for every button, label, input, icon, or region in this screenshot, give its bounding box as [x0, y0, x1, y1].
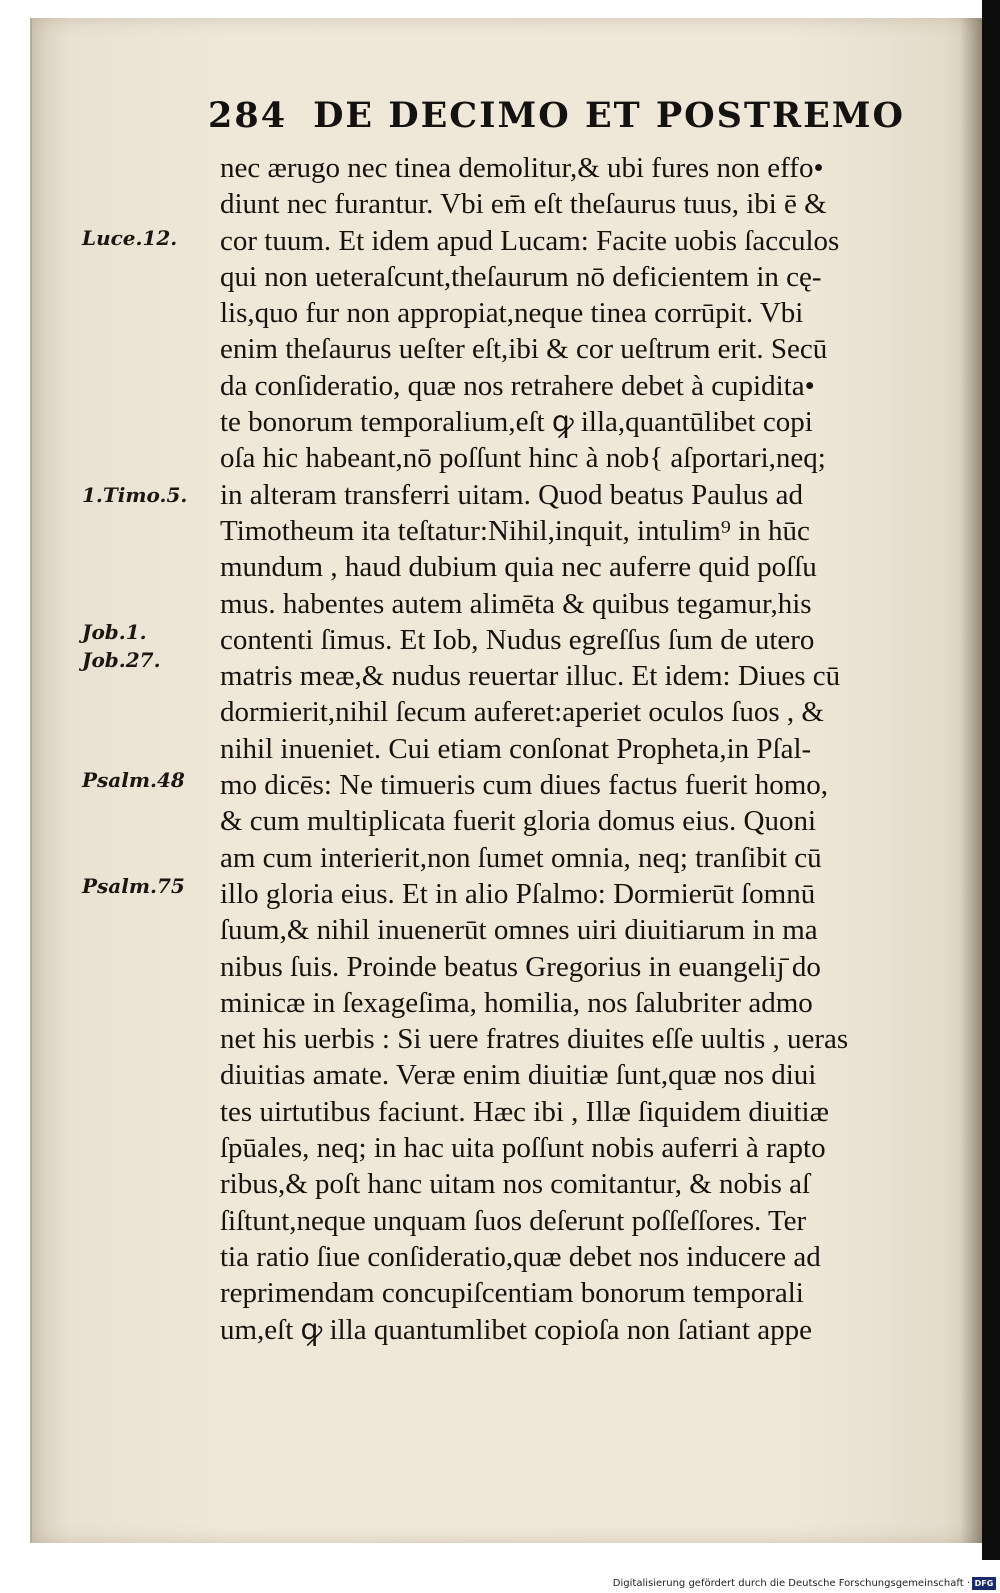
text-line: net his uerbis : Si uere fratres diuites eſſe uultis , ueras [220, 1023, 849, 1056]
text-line: tia ratio ſiue conſideratio,quæ debet nos inducere ad [220, 1240, 821, 1273]
page-gutter-shadow [960, 18, 982, 1543]
text-line: lis,quo fur non appropiat,neque tinea corrūpit. Vbi [220, 297, 804, 330]
text-line: diunt nec furantur. Vbi em̄ eſt theſaurus tuus, ibi ē & [220, 188, 827, 221]
text-line: ſiſtunt,neque unquam ſuos deſerunt poſſeſſores. Ter [220, 1204, 807, 1237]
text-line: te bonorum temporalium,eſt ꝙ illa,quantūlibet copi [220, 406, 813, 439]
text-line: ſpūales, neq; in hac uita poſſunt nobis auferri à rapto [220, 1132, 826, 1165]
marginal-note: Job.27. [82, 648, 161, 672]
text-line: mus. habentes autem alimēta & quibus tegamur,his [220, 587, 812, 620]
marginal-note: Psalm.75 [82, 874, 185, 898]
running-header [208, 95, 908, 136]
text-line: in alteram transferri uitam. Quod beatus Paulus ad [220, 478, 804, 511]
text-line: nibus ſuis. Proinde beatus Gregorius in euangeliȷ̄ do [220, 950, 821, 983]
digitization-credit: Digitalisierung gefördert durch die Deutsche Forschungsgemeinschaft · [612, 1578, 970, 1589]
body-text [220, 150, 940, 1348]
text-line: qui non ueteraſcunt,theſaurum nō deficientem in cę- [220, 260, 822, 293]
text-line: matris meæ,& nudus reuertar illuc. Et idem: Diues cū [220, 660, 841, 693]
text-line: illo gloria eius. Et in alio Pſalmo: Dormierūt ſomnū [220, 877, 816, 910]
running-title: DE DECIMO ET POSTREMO [313, 95, 905, 136]
text-line: ribus,& poſt hanc uitam nos comitantur, & nobis aſ [220, 1168, 811, 1201]
text-line: am cum interierit,non ſumet omnia, neq; tranſibit cū [220, 841, 822, 874]
text-line: contenti ſimus. Et Iob, Nudus egreſſus ſum de utero [220, 623, 815, 656]
text-line: Timotheum ita teſtatur:Nihil,inquit, intulim⁹ in hūc [220, 514, 810, 547]
text-line: oſa hic habeant,nō poſſunt hinc à nob{ aſportari,neq; [220, 442, 826, 475]
text-line: ſuum,& nihil inuenerūt omnes uiri diuitiarum in ma [220, 914, 818, 947]
text-line: enim theſaurus ueſter eſt,ibi & cor ueſtrum erit. Secū [220, 333, 828, 366]
text-line: mo dicēs: Ne timueris cum diues factus fuerit homo, [220, 769, 829, 802]
scan-black-edge [982, 0, 1000, 1560]
text-line: cor tuum. Et idem apud Lucam: Facite uobis ſacculos [220, 224, 840, 257]
page-number: 284 [208, 95, 288, 136]
marginal-note: Psalm.48 [82, 768, 185, 792]
text-line: mundum , haud dubium quia nec auferre quid poſſu [220, 551, 817, 584]
text-line: nihil inueniet. Cui etiam conſonat Propheta,in Pſal- [220, 732, 812, 765]
marginal-note: Job.1. [82, 620, 147, 644]
dfg-logo: DFG [972, 1577, 996, 1590]
text-line: & cum multiplicata fuerit gloria domus eius. Quoni [220, 805, 817, 838]
text-line: tes uirtutibus faciunt. Hæc ibi , Illæ ſiquidem diuitiæ [220, 1095, 829, 1128]
marginal-note: 1.Timo.5. [82, 483, 188, 507]
marginal-note: Luce.12. [82, 226, 178, 250]
text-line: minicæ in ſexageſima, homilia, nos ſalubriter admo [220, 986, 813, 1019]
text-line: da conſideratio, quæ nos retrahere debet à cupidita• [220, 369, 815, 402]
text-line: dormierit,nihil ſecum auferet:aperiet oculos ſuos , & [220, 696, 824, 729]
text-line: um,eſt ꝙ illa quantumlibet copioſa non ſatiant appe [220, 1313, 812, 1346]
text-line: nec ærugo nec tinea demolitur,& ubi fures non effo• [220, 152, 824, 184]
text-line: diuitias amate. Veræ enim diuitiæ ſunt,quæ nos diui [220, 1059, 817, 1092]
text-line: reprimendam concupiſcentiam bonorum temporali [220, 1277, 804, 1310]
